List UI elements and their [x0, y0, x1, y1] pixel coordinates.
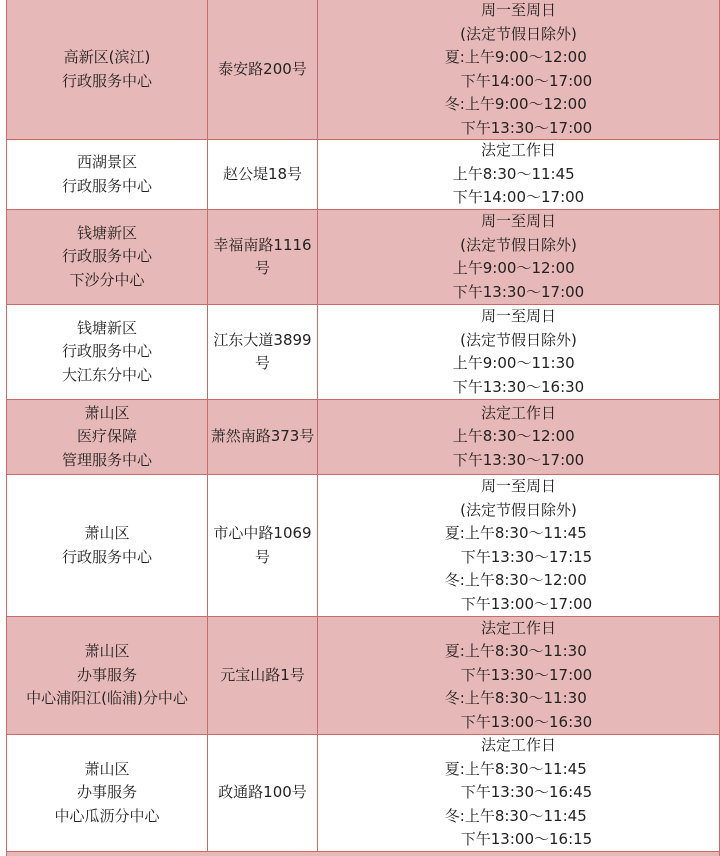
center-name-cell	[7, 0, 208, 139]
center-name-cell	[7, 400, 208, 474]
hours-line: 下午13:30～17:00	[452, 282, 585, 301]
hours-line: 夏:上午8:30～11:45	[444, 759, 587, 778]
hours-cell	[318, 400, 719, 474]
table-row	[7, 210, 719, 305]
center-name-line: 中心瓜沥分中心	[54, 806, 160, 825]
hours-line: (法定节假日除外)	[460, 24, 577, 43]
hours-line: 冬:上午8:30～12:00	[444, 571, 587, 589]
hours-line: 下午13:30～17:00	[460, 118, 593, 137]
center-name-line: 萧山区	[84, 403, 130, 422]
address-cell	[208, 140, 318, 209]
center-name-cell	[7, 305, 208, 399]
hours-cell	[318, 617, 719, 734]
hours-line: 周一至周日	[480, 1, 556, 19]
hours-line: 下午13:30～17:00	[460, 665, 593, 684]
center-name-line: 行政服务中心	[61, 547, 152, 566]
hours-line: 上午8:30～11:45	[452, 164, 575, 183]
center-name-line: 行政服务中心	[61, 247, 152, 266]
center-name-line: 中心浦阳江(临浦)分中心	[26, 689, 188, 708]
address-cell	[208, 400, 318, 474]
address-line: 号	[254, 259, 270, 277]
address-cell	[208, 305, 318, 399]
center-name-line: 行政服务中心	[61, 71, 152, 90]
center-name-line: 西湖景区	[76, 153, 137, 171]
hours-line: (法定节假日除外)	[460, 500, 577, 519]
table-row	[7, 475, 719, 617]
address-line: 萧然南路373号	[210, 427, 315, 446]
address-line: 市心中路1069	[213, 524, 312, 542]
hours-block	[453, 305, 584, 399]
center-name-cell	[7, 475, 208, 616]
hours-block	[445, 734, 592, 852]
center-name-line: 管理服务中心	[61, 450, 152, 469]
center-name-line: 办事服务	[76, 665, 137, 684]
next-row-edge	[6, 852, 720, 856]
hours-line: 法定工作日	[480, 618, 556, 637]
hours-line: 法定工作日	[480, 736, 556, 755]
hours-cell	[318, 475, 719, 616]
hours-block	[445, 617, 592, 735]
center-name-cell	[7, 140, 208, 209]
address-cell	[208, 210, 318, 304]
hours-line: 周一至周日	[480, 307, 556, 325]
hours-line: 下午13:30～16:30	[452, 377, 585, 396]
hours-cell	[318, 305, 719, 399]
hours-line: (法定节假日除外)	[460, 235, 577, 254]
hours-cell	[318, 0, 719, 139]
center-name-line: 钱塘新区	[76, 318, 137, 337]
hours-line: 下午13:00～17:00	[460, 594, 593, 613]
address-line: 号	[254, 547, 270, 566]
hours-block	[453, 210, 584, 304]
service-centers-table	[6, 0, 720, 852]
hours-line: 冬:上午9:00～12:00	[444, 95, 587, 113]
table-row	[7, 140, 719, 210]
center-name-line: 大江东分中心	[61, 365, 152, 384]
center-name-cell	[7, 210, 208, 304]
address-cell	[208, 735, 318, 851]
hours-line: 上午8:30～12:00	[452, 427, 575, 446]
table-row	[7, 400, 719, 475]
address-line: 泰安路200号	[218, 59, 307, 78]
hours-line: 下午13:00～16:30	[460, 712, 593, 731]
center-name-line: 萧山区	[84, 759, 130, 778]
address-line: 政通路100号	[218, 783, 307, 802]
center-name-line: 高新区(滨江)	[63, 48, 151, 66]
table-row	[7, 735, 719, 852]
address-cell	[208, 475, 318, 616]
hours-line: 下午14:00～17:00	[452, 188, 585, 207]
hours-line: 周一至周日	[480, 212, 556, 230]
hours-line: 上午9:00～12:00	[452, 259, 575, 277]
hours-block	[445, 475, 592, 616]
center-name-line: 萧山区	[84, 524, 130, 542]
center-name-line: 行政服务中心	[61, 176, 152, 195]
table-row	[7, 617, 719, 735]
center-name-line: 行政服务中心	[61, 342, 152, 361]
center-name-line: 钱塘新区	[76, 223, 137, 242]
center-name-line: 办事服务	[76, 783, 137, 802]
address-line: 幸福南路1116	[213, 235, 312, 254]
hours-line: 下午13:30～17:00	[452, 450, 585, 469]
address-line: 赵公堤18号	[222, 164, 303, 183]
table-row	[7, 0, 719, 140]
hours-line: (法定节假日除外)	[460, 330, 577, 349]
center-name-line: 医疗保障	[76, 427, 137, 446]
hours-line: 下午13:30～17:15	[460, 547, 593, 566]
hours-line: 下午14:00～17:00	[460, 71, 593, 90]
hours-cell	[318, 140, 719, 209]
hours-line: 夏:上午8:30～11:45	[444, 524, 587, 542]
address-line: 元宝山路1号	[220, 665, 305, 684]
hours-block	[453, 402, 584, 473]
hours-line: 冬:上午8:30～11:30	[444, 689, 587, 708]
address-line: 号	[254, 354, 270, 372]
center-name-cell	[7, 735, 208, 851]
hours-line: 冬:上午8:30～11:45	[444, 806, 587, 825]
hours-line: 夏:上午8:30～11:30	[444, 642, 587, 661]
address-cell	[208, 617, 318, 734]
hours-line: 法定工作日	[480, 141, 556, 160]
hours-block	[453, 139, 584, 210]
hours-cell	[318, 210, 719, 304]
hours-cell	[318, 735, 719, 851]
hours-line: 下午13:30～16:45	[460, 783, 593, 802]
table-row	[7, 305, 719, 400]
hours-line: 夏:上午9:00～12:00	[444, 48, 587, 66]
hours-line: 上午9:00～11:30	[452, 354, 575, 372]
hours-line: 下午13:00～16:15	[460, 830, 593, 849]
center-name-line: 萧山区	[84, 642, 130, 661]
address-cell	[208, 0, 318, 139]
center-name-line: 下沙分中心	[69, 270, 145, 289]
hours-block	[445, 0, 592, 140]
address-line: 江东大道3899	[213, 330, 312, 349]
hours-line: 周一至周日	[480, 477, 556, 495]
center-name-cell	[7, 617, 208, 734]
hours-line: 法定工作日	[480, 403, 556, 422]
